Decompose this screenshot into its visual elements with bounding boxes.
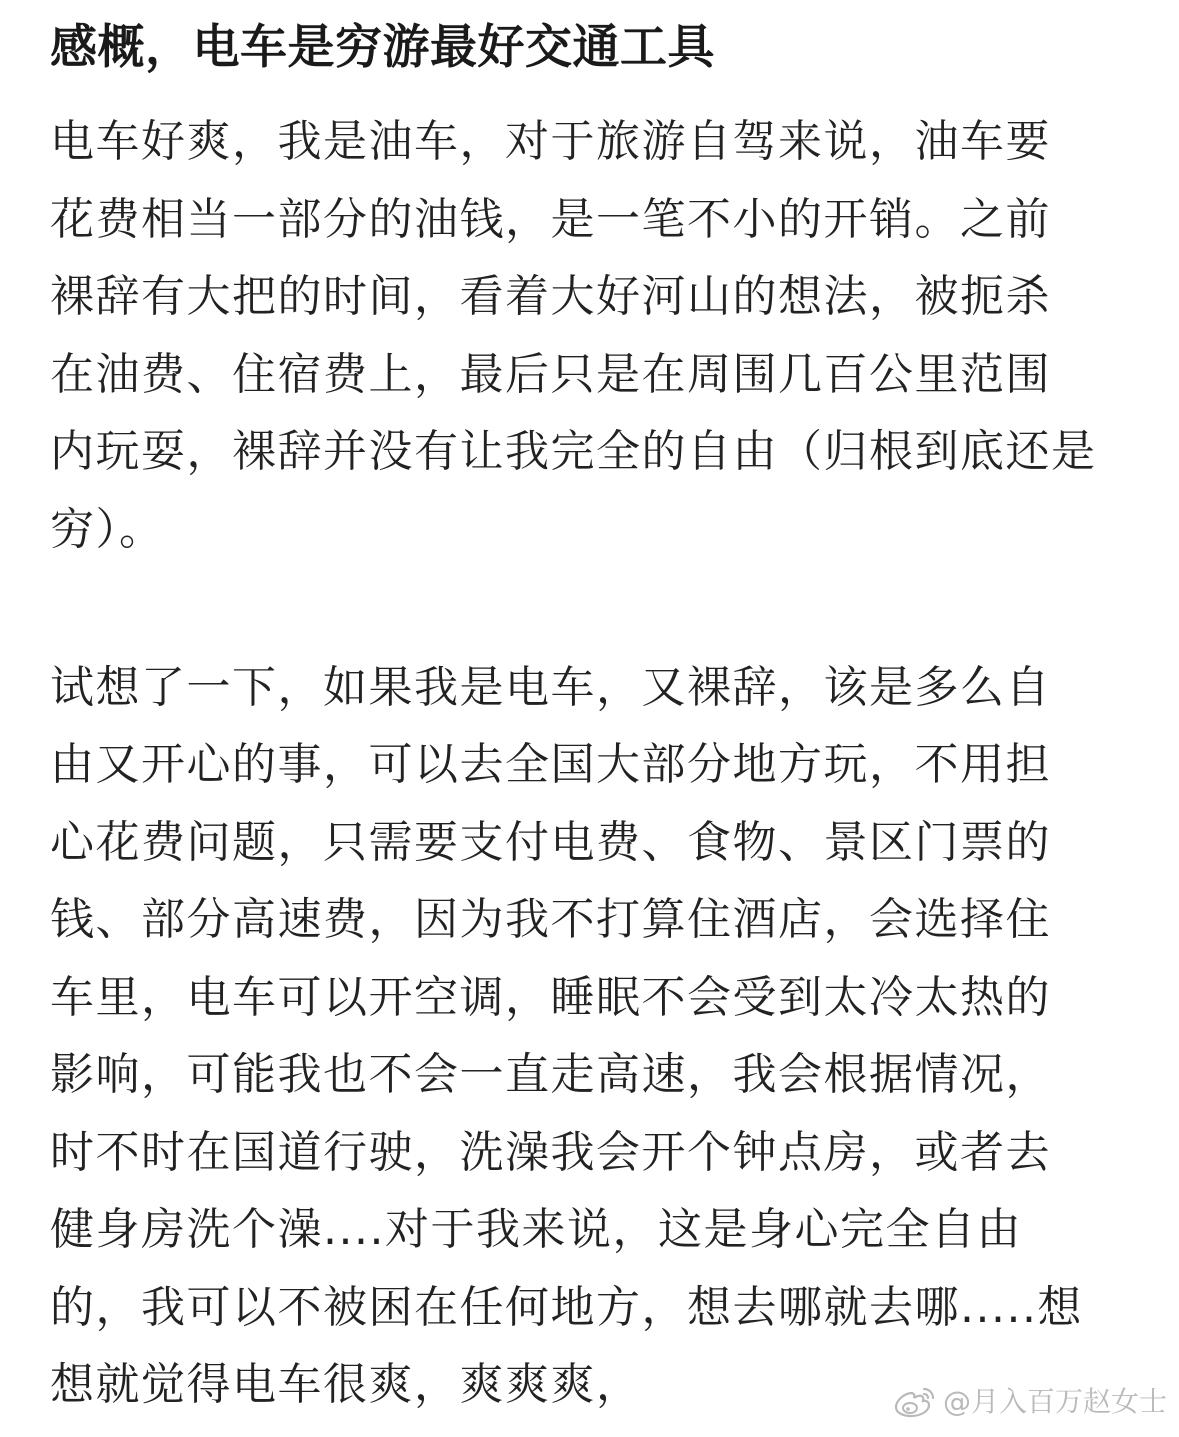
body-line: 时不时在国道行驶，洗澡我会开个钟点房，或者去 — [50, 1127, 1051, 1178]
body-line: 影响，可能我也不会一直走高速，我会根据情况， — [50, 1049, 1051, 1100]
body-line: 钱、部分高速费，因为我不打算住酒店，会选择住 — [50, 894, 1051, 945]
body-line: 健身房洗个澡....对于我来说，这是身心完全自由 — [50, 1204, 1022, 1255]
body-line: 穷）。 — [50, 504, 165, 555]
watermark — [893, 1385, 1167, 1419]
body-line: 裸辞有大把的时间，看着大好河山的想法，被扼杀 — [50, 271, 1051, 322]
body-line: 电车好爽，我是油车，对于旅游自驾来说，油车要 — [50, 116, 1051, 167]
body-line: 试想了一下，如果我是电车，又裸辞，该是多么自 — [50, 662, 1051, 713]
body-line: 在油费、住宿费上，最后只是在周围几百公里范围 — [50, 349, 1051, 400]
body-line: 心花费问题，只需要支付电费、食物、景区门票的 — [50, 817, 1051, 868]
body-line: 想就觉得电车很爽，爽爽爽， — [50, 1359, 642, 1410]
body-line: 内玩耍，裸辞并没有让我完全的自由（归根到底还是 — [50, 426, 1097, 477]
weibo-icon — [893, 1385, 937, 1419]
body-line: 的，我可以不被困在任何地方，想去哪就去哪.....想 — [50, 1282, 1083, 1333]
post-title: 感概，电车是穷游最好交通工具 — [50, 20, 715, 75]
watermark-text: @月入百万赵女士 — [942, 1385, 1167, 1418]
body-line: 由又开心的事，可以去全国大部分地方玩，不用担 — [50, 739, 1051, 790]
body-line: 花费相当一部分的油钱，是一笔不小的开销。之前 — [50, 194, 1051, 245]
body-line: 车里，电车可以开空调，睡眠不会受到太冷太热的 — [50, 972, 1051, 1023]
